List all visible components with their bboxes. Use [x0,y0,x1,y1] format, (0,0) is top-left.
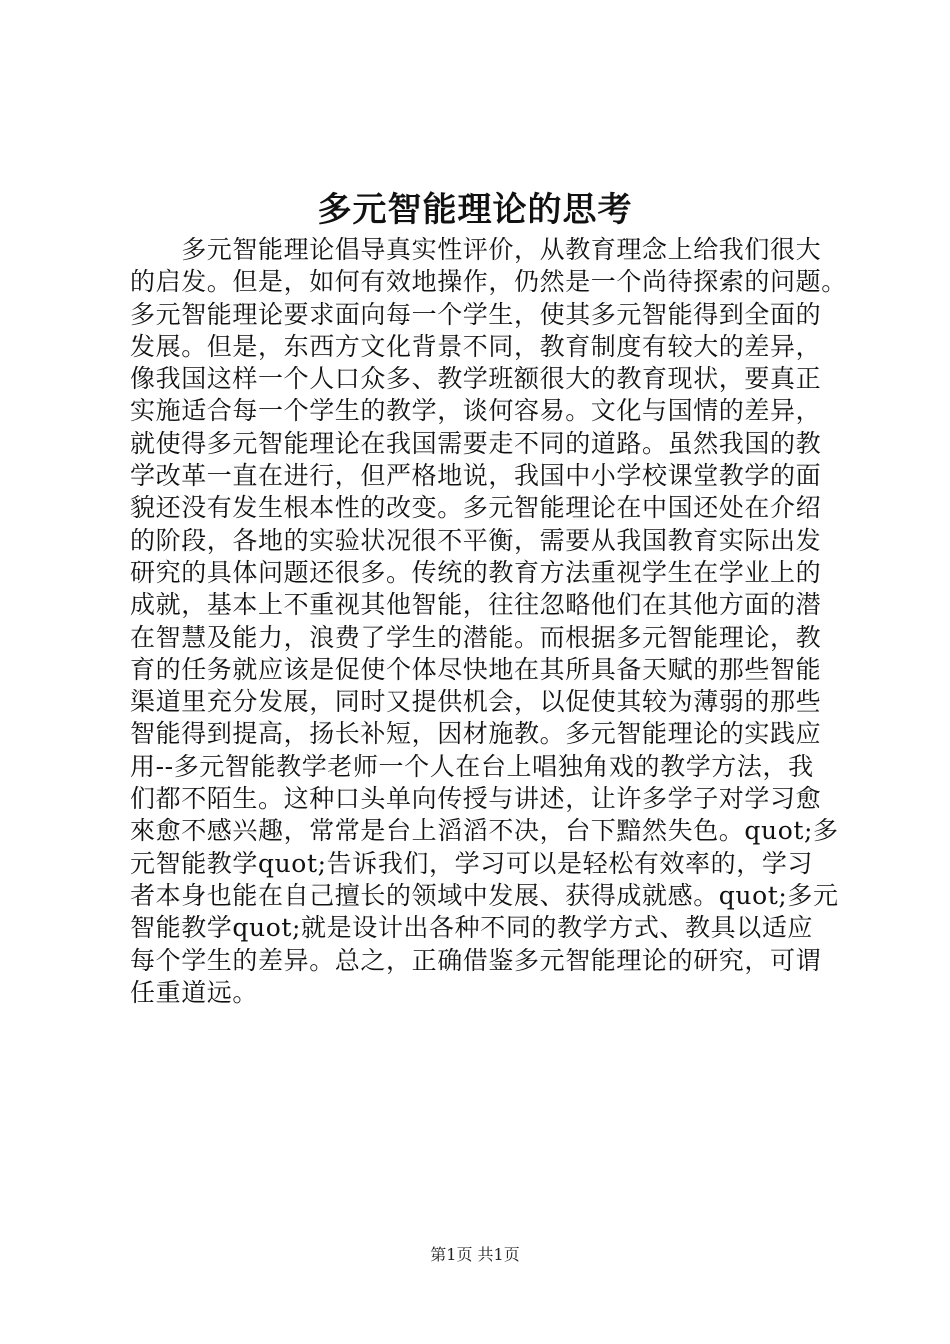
body-line: 育的任务就应该是促使个体尽快地在其所具备天赋的那些智能 [130,654,822,684]
body-line: 学改革一直在进行，但严格地说，我国中小学校课堂教学的面 [130,461,822,491]
body-line: 每个学生的差异。总之，正确借鉴多元智能理论的研究，可谓 [130,945,822,975]
document-title: 多元智能理论的思考 [317,190,633,230]
body-line: 多元智能理论要求面向每一个学生，使其多元智能得到全面的 [130,299,822,329]
body-line: 的阶段，各地的实验状况很不平衡，需要从我国教育实际出发 [130,525,822,555]
body-line: 就使得多元智能理论在我国需要走不同的道路。虽然我国的教 [130,428,822,458]
body-line: 者本身也能在自己擅长的领域中发展、获得成就感。quot;多元 [130,880,839,910]
body-line: 像我国这样一个人口众多、教学班额很大的教育现状，要真正 [130,364,822,394]
body-line: 研究的具体问题还很多。传统的教育方法重视学生在学业上的 [130,557,822,587]
body-line: 用--多元智能教学老师一个人在台上唱独角戏的教学方法，我 [130,751,814,781]
body-line: 实施适合每一个学生的教学，谈何容易。文化与国情的差异， [130,396,822,426]
body-line: 智能教学quot;就是设计出各种不同的教学方式、教具以适应 [130,913,814,943]
body-line: 们都不陌生。这种口头单向传授与讲述，让许多学子对学习愈 [130,784,822,814]
page-footer: 第1页 共1页 [430,1245,520,1264]
body-line: 智能得到提高，扬长补短，因材施教。多元智能理论的实践应 [130,719,822,749]
body-line: 任重道远。 [130,977,259,1007]
body-line: 发展。但是，东西方文化背景不同，教育制度有较大的差异， [130,331,822,361]
body-line: 多元智能理论倡导真实性评价，从教育理念上给我们很大 [130,235,822,264]
body-line: 在智慧及能力，浪费了学生的潜能。而根据多元智能理论，教 [130,622,822,652]
body-line: 的启发。但是，如何有效地操作，仍然是一个尚待探索的问题。 [130,267,847,297]
body-line: 渠道里充分发展，同时又提供机会，以促使其较为薄弱的那些 [130,687,822,717]
body-line: 元智能教学quot;告诉我们，学习可以是轻松有效率的，学习 [130,848,814,878]
body-line: 來愈不感兴趣，常常是台上滔滔不决，台下黯然失色。quot;多 [130,816,839,846]
body-line: 貌还没有发生根本性的改变。多元智能理论在中国还处在介绍 [130,493,822,523]
body-line: 成就，基本上不重视其他智能，往往忽略他们在其他方面的潜 [130,590,822,620]
document-body [130,234,847,1009]
